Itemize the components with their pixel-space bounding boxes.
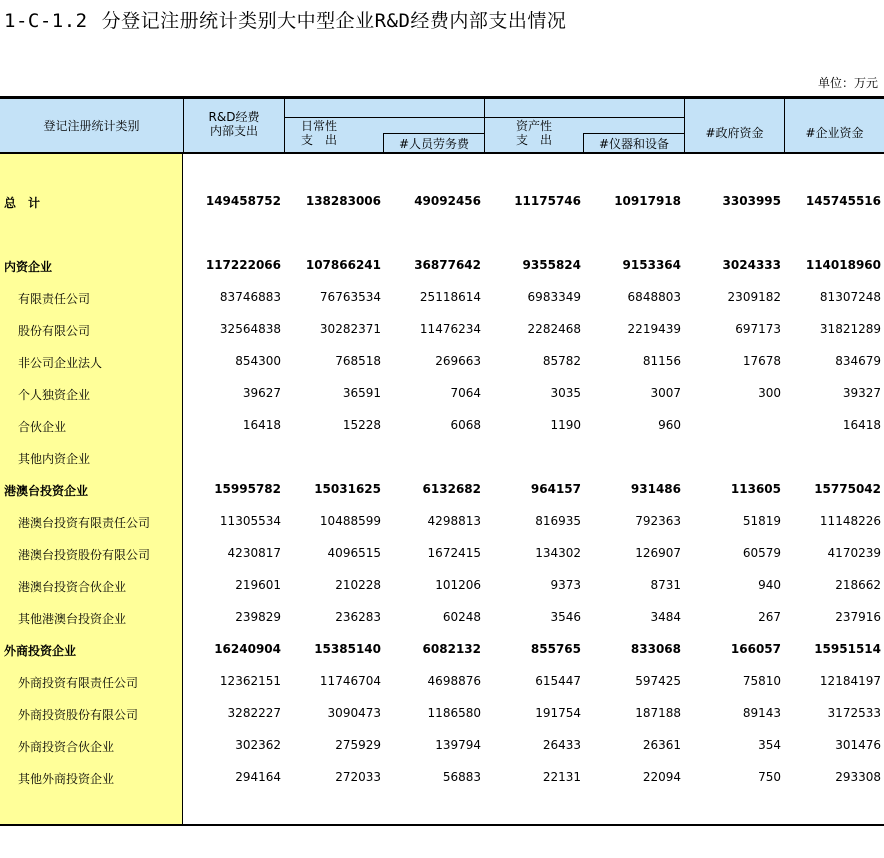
row-value: 12362151	[219, 674, 281, 688]
table-row	[0, 191, 884, 211]
table-row	[0, 703, 884, 723]
row-value: 16418	[242, 418, 281, 432]
row-value: 11746704	[319, 674, 381, 688]
row-value: 36877642	[414, 258, 481, 272]
row-value: 15775042	[814, 482, 881, 496]
row-value: 11476234	[419, 322, 481, 336]
row-value: 36591	[342, 386, 381, 400]
table-row	[0, 639, 884, 659]
row-value: 10488599	[319, 514, 381, 528]
row-value: 101206	[435, 578, 481, 592]
row-value: 39327	[842, 386, 881, 400]
row-value: 833068	[630, 642, 681, 656]
row-value: 816935	[535, 514, 581, 528]
table-row	[0, 671, 884, 691]
row-value: 15031625	[314, 482, 381, 496]
row-value: 6132682	[422, 482, 481, 496]
row-value: 25118614	[419, 290, 481, 304]
row-label: 合伙企业	[18, 420, 67, 434]
row-value: 269663	[435, 354, 481, 368]
row-value: 85782	[542, 354, 581, 368]
row-value: 89143	[742, 706, 781, 720]
row-value: 166057	[730, 642, 781, 656]
table-row	[0, 575, 884, 595]
row-value: 792363	[635, 514, 681, 528]
row-value: 6983349	[527, 290, 581, 304]
row-value: 834679	[835, 354, 881, 368]
row-value: 750	[758, 770, 781, 784]
row-value: 302362	[235, 738, 281, 752]
row-value: 26361	[642, 738, 681, 752]
row-label: 个人独资企业	[18, 388, 91, 402]
row-value: 16418	[842, 418, 881, 432]
header-asset-line2: 支 出	[515, 133, 552, 147]
row-value: 32564838	[219, 322, 281, 336]
row-value: 83746883	[219, 290, 281, 304]
row-value: 49092456	[414, 194, 481, 208]
row-label: 外商投资企业	[4, 644, 77, 658]
row-label: 外商投资有限责任公司	[18, 676, 139, 690]
row-value: 145745516	[805, 194, 881, 208]
row-value: 8731	[650, 578, 681, 592]
row-value: 31821289	[819, 322, 881, 336]
table-row	[0, 319, 884, 339]
row-value: 2282468	[527, 322, 581, 336]
row-value: 239829	[235, 610, 281, 624]
row-value: 7064	[450, 386, 481, 400]
header-daily	[285, 119, 383, 147]
row-value: 354	[758, 738, 781, 752]
row-value: 697173	[735, 322, 781, 336]
row-label: 外商投资合伙企业	[18, 740, 115, 754]
row-value: 931486	[630, 482, 681, 496]
row-value: 236283	[335, 610, 381, 624]
row-value: 3546	[550, 610, 581, 624]
table-title: 分登记注册统计类别大中型企业R&D经费内部支出情况	[101, 10, 567, 32]
row-value: 275929	[335, 738, 381, 752]
table-row	[0, 287, 884, 307]
header-equipment: #仪器和设备	[598, 137, 670, 151]
row-value: 113605	[730, 482, 781, 496]
table-row	[0, 415, 884, 435]
header-category: 登记注册统计类别	[43, 119, 140, 133]
row-value: 6848803	[627, 290, 681, 304]
row-value: 219601	[235, 578, 281, 592]
row-value: 3035	[550, 386, 581, 400]
row-value: 60579	[742, 546, 781, 560]
row-label: 有限责任公司	[18, 292, 91, 306]
table-row	[0, 543, 884, 563]
bottom-rule	[0, 824, 884, 826]
row-value: 191754	[535, 706, 581, 720]
table-row	[0, 351, 884, 371]
row-value: 187188	[635, 706, 681, 720]
row-label: 股份有限公司	[18, 324, 91, 338]
row-value: 107866241	[305, 258, 381, 272]
row-value: 3007	[650, 386, 681, 400]
table-code: 1-C-1.2	[4, 10, 88, 32]
row-label: 港澳台投资股份有限公司	[18, 548, 151, 562]
row-value: 22094	[642, 770, 681, 784]
row-label: 外商投资股份有限公司	[18, 708, 139, 722]
row-value: 51819	[742, 514, 781, 528]
row-value: 15228	[342, 418, 381, 432]
table-row	[0, 607, 884, 627]
row-value: 22131	[542, 770, 581, 784]
page-title	[4, 6, 566, 33]
row-value: 1186580	[427, 706, 481, 720]
row-value: 6082132	[422, 642, 481, 656]
row-value: 75810	[742, 674, 781, 688]
table-row	[0, 479, 884, 499]
row-value: 11175746	[514, 194, 581, 208]
row-value: 2309182	[727, 290, 781, 304]
row-value: 3024333	[722, 258, 781, 272]
row-value: 76763534	[319, 290, 381, 304]
row-value: 300	[758, 386, 781, 400]
header-gov: #政府资金	[705, 126, 764, 140]
row-value: 4096515	[327, 546, 381, 560]
unit-label: 单位：万元	[817, 76, 878, 90]
row-label: 其他内资企业	[18, 452, 91, 466]
row-value: 30282371	[319, 322, 381, 336]
row-value: 17678	[742, 354, 781, 368]
row-value: 138283006	[305, 194, 381, 208]
row-value: 855765	[530, 642, 581, 656]
row-value: 218662	[835, 578, 881, 592]
row-label: 内资企业	[4, 260, 53, 274]
header-daily-line2: 支 出	[300, 133, 337, 147]
row-value: 10917918	[614, 194, 681, 208]
row-value: 964157	[530, 482, 581, 496]
row-value: 4298813	[427, 514, 481, 528]
header-ent: #企业资金	[805, 126, 864, 140]
row-value: 9355824	[522, 258, 581, 272]
row-label: 非公司企业法人	[18, 356, 103, 370]
table-row	[0, 767, 884, 787]
row-value: 15995782	[214, 482, 281, 496]
row-value: 16240904	[214, 642, 281, 656]
row-value: 60248	[442, 610, 481, 624]
row-value: 597425	[635, 674, 681, 688]
row-value: 15385140	[314, 642, 381, 656]
row-value: 854300	[235, 354, 281, 368]
table-row	[0, 511, 884, 531]
row-value: 940	[758, 578, 781, 592]
row-value: 960	[658, 418, 681, 432]
table-row	[0, 447, 884, 467]
header-rd	[184, 110, 284, 138]
row-value: 11148226	[819, 514, 881, 528]
row-value: 126907	[635, 546, 681, 560]
row-value: 3303995	[722, 194, 781, 208]
row-value: 3172533	[827, 706, 881, 720]
row-value: 149458752	[205, 194, 281, 208]
row-value: 26433	[542, 738, 581, 752]
row-value: 294164	[235, 770, 281, 784]
table-header	[0, 96, 884, 154]
row-value: 81307248	[819, 290, 881, 304]
row-value: 272033	[335, 770, 381, 784]
row-value: 1190	[550, 418, 581, 432]
row-value: 12184197	[819, 674, 881, 688]
row-value: 9373	[550, 578, 581, 592]
row-value: 39627	[242, 386, 281, 400]
row-value: 4230817	[227, 546, 281, 560]
header-rd-line1: R&D经费	[208, 110, 260, 124]
header-asset-line1: 资产性	[515, 119, 552, 133]
header-asset	[485, 119, 583, 147]
row-value: 768518	[335, 354, 381, 368]
header-daily-line1: 日常性	[300, 119, 337, 133]
row-label: 其他外商投资企业	[18, 772, 115, 786]
row-value: 1672415	[427, 546, 481, 560]
row-value: 3484	[650, 610, 681, 624]
header-labor: #人员劳务费	[398, 137, 470, 151]
row-value: 56883	[442, 770, 481, 784]
row-value: 210228	[335, 578, 381, 592]
row-value: 4170239	[827, 546, 881, 560]
header-rd-line2: 内部支出	[209, 124, 258, 138]
row-value: 3282227	[227, 706, 281, 720]
row-label: 港澳台投资企业	[4, 484, 89, 498]
row-value: 15951514	[814, 642, 881, 656]
row-value: 81156	[642, 354, 681, 368]
row-value: 615447	[535, 674, 581, 688]
row-label: 其他港澳台投资企业	[18, 612, 127, 626]
row-value: 301476	[835, 738, 881, 752]
row-value: 114018960	[805, 258, 881, 272]
row-value: 9153364	[622, 258, 681, 272]
row-value: 293308	[835, 770, 881, 784]
row-value: 3090473	[327, 706, 381, 720]
table-row	[0, 255, 884, 275]
row-value: 6068	[450, 418, 481, 432]
row-value: 2219439	[627, 322, 681, 336]
row-value: 11305534	[219, 514, 281, 528]
table-row	[0, 383, 884, 403]
table-row	[0, 735, 884, 755]
row-label: 港澳台投资有限责任公司	[18, 516, 151, 530]
row-value: 237916	[835, 610, 881, 624]
row-label: 港澳台投资合伙企业	[18, 580, 127, 594]
row-label: 总 计	[4, 196, 41, 210]
row-value: 267	[758, 610, 781, 624]
row-value: 134302	[535, 546, 581, 560]
row-value: 139794	[435, 738, 481, 752]
row-value: 117222066	[205, 258, 281, 272]
row-value: 4698876	[427, 674, 481, 688]
